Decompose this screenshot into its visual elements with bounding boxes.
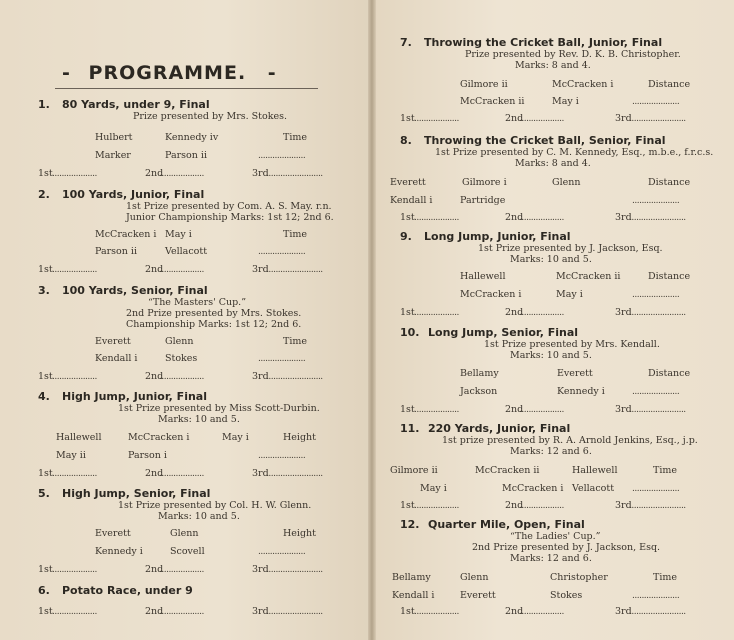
competitor-name: Hallewell xyxy=(460,271,506,282)
competitor-name: Glenn xyxy=(552,177,581,188)
competitor-name: Partridge xyxy=(460,195,506,206)
event-title xyxy=(38,390,320,403)
competitor-name: May i xyxy=(165,229,192,240)
placing-label-first: 1st xyxy=(400,307,415,318)
event-heading xyxy=(38,188,334,223)
placing-blank-second[interactable]: ................... xyxy=(519,405,564,415)
competitor-name: Jackson xyxy=(460,386,498,397)
placing-label-second: 2nd xyxy=(145,606,164,617)
placing-label-second: 2nd xyxy=(145,168,164,179)
event-number: 1. xyxy=(38,98,50,111)
event-name: Quarter Mile, Open, Final xyxy=(428,518,585,531)
placing-blank-third[interactable]: ........................ xyxy=(629,501,686,511)
placing-blank-first[interactable]: ................... xyxy=(414,501,459,511)
result-entry-blank[interactable]: .................... xyxy=(632,484,680,494)
competitor-name: Distance xyxy=(648,79,691,90)
event-number: 11. xyxy=(400,422,420,435)
placing-blank-first[interactable]: ................... xyxy=(414,213,459,223)
event-detail-line: 1st Prize presented by C. M. Kennedy, Esq., m.b.e., f.r.c.s. xyxy=(435,147,714,158)
placing-label-first: 1st xyxy=(38,606,53,617)
competitor-name: Stokes xyxy=(550,590,583,601)
competitor-name: Bellamy xyxy=(392,572,431,583)
event-detail-line: Marks: 8 and 4. xyxy=(515,158,591,169)
placing-label-second: 2nd xyxy=(145,264,164,275)
placing-blank-second[interactable]: ................... xyxy=(519,213,564,223)
competitor-name: Gilmore i xyxy=(462,177,507,188)
event-heading xyxy=(400,422,698,457)
placing-label-first: 1st xyxy=(38,564,53,575)
placing-label-second: 2nd xyxy=(505,500,524,511)
event-name: Long Jump, Senior, Final xyxy=(428,326,579,339)
event-heading xyxy=(400,326,660,361)
competitor-name: Kendall i xyxy=(95,353,138,364)
placing-blank-third[interactable]: ........................ xyxy=(629,114,686,124)
placing-blank-third[interactable]: ........................ xyxy=(266,607,323,617)
event-number: 12. xyxy=(400,518,420,531)
competitor-name: McCracken i xyxy=(460,289,522,300)
event-detail-line: Marks: 12 and 6. xyxy=(510,446,592,457)
competitor-name: Time xyxy=(653,465,678,476)
competitor-name: Time xyxy=(283,336,308,347)
placing-label-first: 1st xyxy=(400,606,415,617)
competitor-name: Everett xyxy=(390,177,426,188)
page-fold xyxy=(368,0,376,640)
placing-label-third: 3rd xyxy=(252,371,269,382)
placing-label-third: 3rd xyxy=(615,212,632,223)
placing-label-second: 2nd xyxy=(505,606,524,617)
placing-blank-third[interactable]: ........................ xyxy=(266,372,323,382)
event-name: High Jump, Senior, Final xyxy=(62,487,211,500)
competitor-name: May i xyxy=(552,96,579,107)
event-title xyxy=(400,230,663,243)
competitor-name: Parson i xyxy=(128,450,167,461)
placing-label-first: 1st xyxy=(38,371,53,382)
placing-label-third: 3rd xyxy=(615,404,632,415)
title-dash-left: - xyxy=(62,62,71,84)
event-heading xyxy=(400,134,713,169)
competitor-name: Everett xyxy=(95,336,131,347)
competitor-name: Time xyxy=(283,132,308,143)
placing-label-second: 2nd xyxy=(145,468,164,479)
event-title xyxy=(400,518,660,531)
placing-label-first: 1st xyxy=(400,404,415,415)
competitor-name: May ii xyxy=(56,450,86,461)
placing-label-first: 1st xyxy=(400,212,415,223)
event-detail-line: 2nd Prize presented by J. Jackson, Esq. xyxy=(472,542,661,553)
event-heading xyxy=(38,487,311,522)
competitor-name: Vellacott xyxy=(572,483,615,494)
placing-label-third: 3rd xyxy=(615,606,632,617)
programme-title xyxy=(62,62,277,84)
event-name: Long Jump, Junior, Final xyxy=(424,230,571,243)
result-entry-blank[interactable]: .................... xyxy=(258,151,306,161)
placing-label-first: 1st xyxy=(38,264,53,275)
competitor-name: Everett xyxy=(460,590,496,601)
competitor-name: Gilmore ii xyxy=(390,465,438,476)
event-number: 6. xyxy=(38,584,50,597)
event-detail-line: 1st Prize presented by Miss Scott-Durbin. xyxy=(118,403,320,414)
result-entry-blank[interactable]: .................... xyxy=(632,290,680,300)
event-detail-line: Championship Marks: 1st 12; 2nd 6. xyxy=(126,319,302,330)
placing-blank-second[interactable]: ................... xyxy=(519,607,564,617)
placing-blank-first[interactable]: ................... xyxy=(414,308,459,318)
competitor-name: Bellamy xyxy=(460,368,499,379)
competitor-name: Vellacott xyxy=(165,246,208,257)
event-number: 7. xyxy=(400,36,412,49)
competitor-name: McCracken i xyxy=(552,79,614,90)
placing-label-third: 3rd xyxy=(615,500,632,511)
event-title xyxy=(38,487,311,500)
competitor-name: McCracken ii xyxy=(460,96,525,107)
title-dash-right: - xyxy=(267,62,277,84)
event-name: 80 Yards, under 9, Final xyxy=(62,98,210,111)
placing-blank-first[interactable]: ................... xyxy=(52,565,97,575)
competitor-name: Hulbert xyxy=(95,132,133,143)
placing-blank-first[interactable]: ................... xyxy=(52,169,97,179)
competitor-name: Marker xyxy=(95,150,131,161)
event-detail-line: Prize presented by Rev. D. K. B. Christopher. xyxy=(465,49,681,60)
event-detail-line: 1st prize presented by R. A. Arnold Jenkins, Esq., j.p. xyxy=(442,435,698,446)
event-detail-line: “The Masters' Cup.” xyxy=(148,297,247,308)
competitor-name: Parson ii xyxy=(165,150,207,161)
event-detail-line: Marks: 10 and 5. xyxy=(158,511,240,522)
event-heading xyxy=(38,98,287,122)
placing-label-second: 2nd xyxy=(505,113,524,124)
event-title xyxy=(400,134,713,147)
event-detail-line: Junior Championship Marks: 1st 12; 2nd 6. xyxy=(126,212,334,223)
event-number: 9. xyxy=(400,230,412,243)
event-number: 5. xyxy=(38,487,50,500)
event-title xyxy=(38,98,287,111)
event-detail-line: 1st Prize presented by Com. A. S. May. r.n. xyxy=(126,201,332,212)
event-detail-line: “The Ladies' Cup.” xyxy=(510,531,601,542)
placing-blank-first[interactable]: ................... xyxy=(52,265,97,275)
event-name: Throwing the Cricket Ball, Senior, Final xyxy=(424,134,666,147)
competitor-name: Glenn xyxy=(165,336,194,347)
competitor-name: Scovell xyxy=(170,546,205,557)
result-entry-blank[interactable]: .................... xyxy=(632,97,680,107)
event-number: 8. xyxy=(400,134,412,147)
result-entry-blank[interactable]: .................... xyxy=(632,591,680,601)
competitor-name: May i xyxy=(556,289,583,300)
event-heading xyxy=(38,584,193,597)
event-number: 4. xyxy=(38,390,50,403)
placing-blank-first[interactable]: ................... xyxy=(52,372,97,382)
placing-blank-first[interactable]: ................... xyxy=(52,469,97,479)
competitor-name: McCracken ii xyxy=(475,465,540,476)
placing-label-first: 1st xyxy=(400,113,415,124)
competitor-name: Kennedy i xyxy=(95,546,143,557)
placing-blank-first[interactable]: ................... xyxy=(414,607,459,617)
competitor-name: May i xyxy=(420,483,447,494)
competitor-name: Time xyxy=(653,572,678,583)
placing-blank-third[interactable]: ........................ xyxy=(266,169,323,179)
placing-blank-second[interactable]: ................... xyxy=(159,607,204,617)
placing-blank-first[interactable]: ................... xyxy=(52,607,97,617)
result-entry-blank[interactable]: .................... xyxy=(258,547,306,557)
event-name: 100 Yards, Junior, Final xyxy=(62,188,205,201)
result-entry-blank[interactable]: .................... xyxy=(258,247,306,257)
event-detail-line: Marks: 8 and 4. xyxy=(515,60,591,71)
competitor-name: Hallewell xyxy=(572,465,618,476)
placing-blank-second[interactable]: ................... xyxy=(159,372,204,382)
competitor-name: May i xyxy=(222,432,249,443)
competitor-name: Stokes xyxy=(165,353,198,364)
competitor-name: McCracken i xyxy=(502,483,564,494)
competitor-name: McCracken i xyxy=(128,432,190,443)
result-entry-blank[interactable]: .................... xyxy=(632,387,680,397)
event-title xyxy=(400,422,698,435)
placing-label-third: 3rd xyxy=(252,606,269,617)
placing-label-first: 1st xyxy=(38,468,53,479)
event-title xyxy=(400,36,681,49)
event-detail-line: Prize presented by Mrs. Stokes. xyxy=(133,111,287,122)
placing-blank-third[interactable]: ........................ xyxy=(629,405,686,415)
competitor-name: Everett xyxy=(95,528,131,539)
competitor-name: Height xyxy=(283,432,316,443)
competitor-name: Kendall i xyxy=(392,590,435,601)
placing-blank-second[interactable]: ................... xyxy=(519,501,564,511)
placing-label-third: 3rd xyxy=(252,564,269,575)
placing-label-second: 2nd xyxy=(505,307,524,318)
event-name: 100 Yards, Senior, Final xyxy=(62,284,208,297)
competitor-name: Everett xyxy=(557,368,593,379)
placing-blank-second[interactable]: ................... xyxy=(159,565,204,575)
competitor-name: Parson ii xyxy=(95,246,137,257)
title-text: PROGRAMME. xyxy=(88,62,247,84)
right-page xyxy=(372,0,734,640)
competitor-name: Distance xyxy=(648,177,691,188)
event-detail-line: 2nd Prize presented by Mrs. Stokes. xyxy=(126,308,302,319)
competitor-name: Gilmore ii xyxy=(460,79,508,90)
placing-label-third: 3rd xyxy=(252,468,269,479)
competitor-name: Kennedy iv xyxy=(165,132,219,143)
placing-blank-second[interactable]: ................... xyxy=(159,469,204,479)
event-heading xyxy=(400,230,663,265)
event-detail-line: Marks: 10 and 5. xyxy=(158,414,240,425)
competitor-name: Kennedy i xyxy=(557,386,605,397)
event-number: 3. xyxy=(38,284,50,297)
event-heading xyxy=(400,36,681,71)
placing-blank-first[interactable]: ................... xyxy=(414,405,459,415)
placing-blank-third[interactable]: ........................ xyxy=(629,213,686,223)
event-detail-line: Marks: 12 and 6. xyxy=(510,553,592,564)
event-detail-line: 1st Prize presented by J. Jackson, Esq. xyxy=(478,243,663,254)
competitor-name: Distance xyxy=(648,368,691,379)
event-title xyxy=(38,584,193,597)
event-title xyxy=(38,284,301,297)
competitor-name: Glenn xyxy=(460,572,489,583)
placing-blank-third[interactable]: ........................ xyxy=(266,565,323,575)
title-divider xyxy=(55,88,318,89)
placing-blank-first[interactable]: ................... xyxy=(414,114,459,124)
placing-blank-third[interactable]: ........................ xyxy=(629,308,686,318)
placing-label-first: 1st xyxy=(400,500,415,511)
placing-blank-third[interactable]: ........................ xyxy=(266,265,323,275)
competitor-name: Hallewell xyxy=(56,432,102,443)
result-entry-blank[interactable]: .................... xyxy=(632,196,680,206)
event-title xyxy=(400,326,660,339)
event-detail-line: 1st Prize presented by Col. H. W. Glenn. xyxy=(118,500,312,511)
competitor-name: McCracken i xyxy=(95,229,157,240)
placing-label-third: 3rd xyxy=(252,168,269,179)
placing-blank-second[interactable]: ................... xyxy=(519,308,564,318)
event-heading xyxy=(400,518,660,564)
placing-label-second: 2nd xyxy=(145,371,164,382)
event-heading xyxy=(38,284,301,330)
placing-label-first: 1st xyxy=(38,168,53,179)
placing-blank-second[interactable]: ................... xyxy=(159,169,204,179)
competitor-name: Kendall i xyxy=(390,195,433,206)
placing-label-third: 3rd xyxy=(615,113,632,124)
placing-blank-third[interactable]: ........................ xyxy=(266,469,323,479)
placing-label-second: 2nd xyxy=(505,212,524,223)
placing-blank-third[interactable]: ........................ xyxy=(629,607,686,617)
competitor-name: Time xyxy=(283,229,308,240)
event-detail-line: Marks: 10 and 5. xyxy=(510,254,592,265)
event-detail-line: Marks: 10 and 5. xyxy=(510,350,592,361)
placing-label-third: 3rd xyxy=(252,264,269,275)
event-name: High Jump, Junior, Final xyxy=(62,390,207,403)
event-name: Throwing the Cricket Ball, Junior, Final xyxy=(424,36,663,49)
competitor-name: Height xyxy=(283,528,316,539)
event-name: 220 Yards, Junior, Final xyxy=(428,422,571,435)
placing-label-third: 3rd xyxy=(615,307,632,318)
event-heading xyxy=(38,390,320,425)
result-entry-blank[interactable]: .................... xyxy=(258,451,306,461)
competitor-name: Distance xyxy=(648,271,691,282)
event-number: 10. xyxy=(400,326,420,339)
placing-label-second: 2nd xyxy=(505,404,524,415)
placing-label-second: 2nd xyxy=(145,564,164,575)
event-title xyxy=(38,188,334,201)
event-detail-line: 1st Prize presented by Mrs. Kendall. xyxy=(484,339,660,350)
placing-blank-second[interactable]: ................... xyxy=(159,265,204,275)
competitor-name: Christopher xyxy=(550,572,608,583)
competitor-name: McCracken ii xyxy=(556,271,621,282)
event-number: 2. xyxy=(38,188,50,201)
event-name: Potato Race, under 9 xyxy=(62,584,193,597)
result-entry-blank[interactable]: .................... xyxy=(258,354,306,364)
placing-blank-second[interactable]: ................... xyxy=(519,114,564,124)
competitor-name: Glenn xyxy=(170,528,199,539)
